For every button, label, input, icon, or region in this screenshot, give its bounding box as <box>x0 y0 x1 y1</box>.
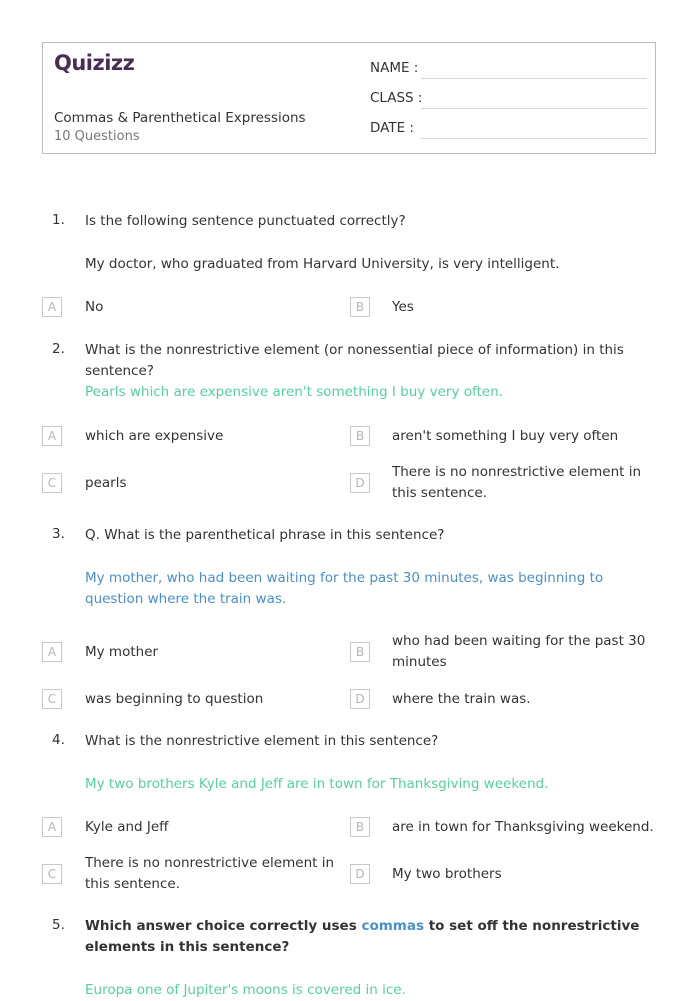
question-prompt <box>85 916 655 958</box>
question-sentence: Europa one of Jupiter's moons is covered in ice. <box>85 982 406 998</box>
option-letter-box[interactable]: C <box>42 689 62 709</box>
option-letter-box[interactable]: B <box>350 426 370 446</box>
prompt-accent: commas <box>361 918 424 934</box>
question-sentence: Pearls which are expensive aren't something I buy very often. <box>85 384 503 400</box>
date-label: DATE : <box>370 120 414 136</box>
prompt-part: Which answer choice correctly uses <box>85 918 357 934</box>
question-sentence: My mother, who had been waiting for the past 30 minutes, was beginning to question where the train was. <box>85 570 604 607</box>
option-text: No <box>85 299 104 315</box>
option-text: pearls <box>85 475 127 491</box>
option-letter-box[interactable]: C <box>42 864 62 884</box>
question-number: 3. <box>52 526 65 542</box>
question-sentence: My doctor, who graduated from Harvard University, is very intelligent. <box>85 256 560 272</box>
worksheet-header <box>42 42 656 154</box>
option-text: was beginning to question <box>85 691 264 707</box>
question-number: 4. <box>52 732 65 748</box>
prompt-part: to set off the nonrestrictive elements in this sentence? <box>85 918 640 955</box>
class-line[interactable] <box>421 108 647 109</box>
option-letter-box[interactable]: C <box>42 473 62 493</box>
question-prompt: What is the nonrestrictive element in this sentence? <box>85 733 439 749</box>
option-letter-box[interactable]: A <box>42 426 62 446</box>
name-label: NAME : <box>370 60 419 76</box>
option-letter-box[interactable]: B <box>350 817 370 837</box>
option-letter-box[interactable]: A <box>42 642 62 662</box>
option-letter-box[interactable]: A <box>42 297 62 317</box>
question-number: 5. <box>52 917 65 933</box>
option-text: who had been waiting for the past 30 minutes <box>392 633 646 670</box>
worksheet-title: Commas & Parenthetical Expressions <box>54 110 306 126</box>
option-text: which are expensive <box>85 428 224 444</box>
option-text: aren't something I buy very often <box>392 428 619 444</box>
question-number: 2. <box>52 341 65 357</box>
name-line[interactable] <box>421 78 647 79</box>
option-letter-box[interactable]: D <box>350 473 370 493</box>
option-letter-box[interactable]: A <box>42 817 62 837</box>
option-text: My two brothers <box>392 866 502 882</box>
class-label: CLASS : <box>370 90 423 106</box>
option-letter-box[interactable]: D <box>350 864 370 884</box>
option-text: There is no nonrestrictive element in this sentence. <box>85 855 335 892</box>
question-sentence: My two brothers Kyle and Jeff are in town for Thanksgiving weekend. <box>85 776 549 792</box>
option-text: where the train was. <box>392 691 531 707</box>
option-letter-box[interactable]: D <box>350 689 370 709</box>
option-text: Kyle and Jeff <box>85 819 169 835</box>
option-text: My mother <box>85 644 159 660</box>
question-count: 10 Questions <box>54 129 140 144</box>
quizizz-logo: Quizizz <box>54 51 135 75</box>
question-prompt: Is the following sentence punctuated correctly? <box>85 213 406 229</box>
question-prompt: What is the nonrestrictive element (or nonessential piece of information) in this sentence? <box>85 342 624 379</box>
option-letter-box[interactable]: B <box>350 642 370 662</box>
option-letter-box[interactable]: B <box>350 297 370 317</box>
option-text: Yes <box>392 299 414 315</box>
question-prompt: Q. What is the parenthetical phrase in this sentence? <box>85 527 445 543</box>
option-text: are in town for Thanksgiving weekend. <box>392 819 654 835</box>
question-number: 1. <box>52 212 65 228</box>
option-text: There is no nonrestrictive element in this sentence. <box>392 464 642 501</box>
date-line[interactable] <box>421 138 647 139</box>
